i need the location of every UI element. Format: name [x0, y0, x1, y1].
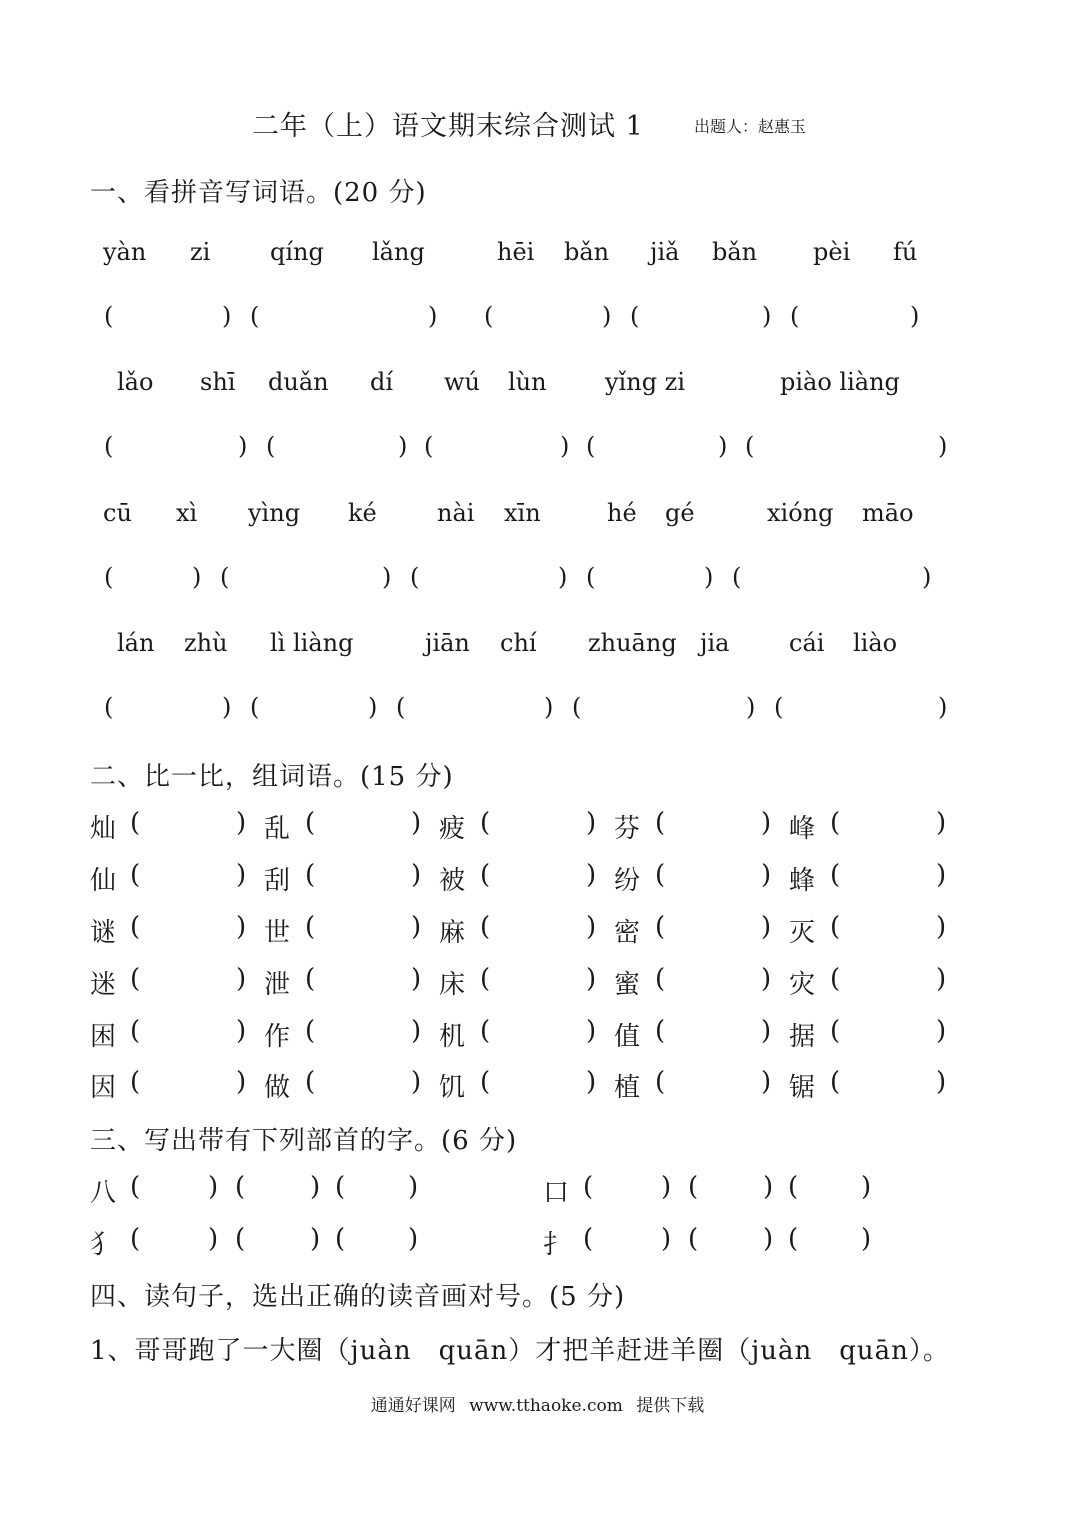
pinyin-syllable: hēi	[497, 238, 535, 266]
compare-character: 密	[614, 918, 641, 948]
footer-note: 提供下载	[636, 1396, 705, 1416]
compare-character: 泄	[264, 970, 291, 1000]
open-paren: (	[130, 860, 141, 890]
open-paren: (	[586, 563, 596, 591]
close-paren: )	[236, 808, 247, 838]
close-paren: )	[411, 912, 422, 942]
compare-character: 床	[439, 970, 466, 1000]
open-paren: (	[830, 964, 841, 994]
close-paren: )	[661, 1172, 672, 1202]
pinyin-syllable: lì liàng	[270, 629, 354, 657]
open-paren: (	[732, 563, 742, 591]
pinyin-syllable: jiǎ	[650, 238, 680, 266]
close-paren: )	[761, 964, 772, 994]
close-paren: )	[762, 302, 772, 330]
close-paren: )	[910, 302, 920, 330]
close-paren: )	[238, 432, 248, 460]
pinyin-syllable: xì	[176, 499, 198, 527]
close-paren: )	[936, 912, 947, 942]
compare-character: 锯	[789, 1073, 816, 1103]
close-paren: )	[208, 1224, 219, 1254]
close-paren: )	[236, 860, 247, 890]
open-paren: (	[130, 1224, 141, 1254]
pinyin-syllable: lǎng	[372, 238, 425, 266]
close-paren: )	[718, 432, 728, 460]
open-paren: (	[830, 860, 841, 890]
open-paren: (	[572, 693, 582, 721]
open-paren: (	[266, 432, 276, 460]
footer-url: www.tthaoke.com	[469, 1396, 623, 1416]
pinyin-syllable: jiān	[425, 629, 470, 657]
pinyin-syllable: jia	[700, 629, 730, 657]
open-paren: (	[480, 1067, 491, 1097]
close-paren: )	[936, 1067, 947, 1097]
close-paren: )	[922, 563, 932, 591]
close-paren: )	[310, 1172, 321, 1202]
open-paren: (	[305, 808, 316, 838]
open-paren: (	[130, 808, 141, 838]
close-paren: )	[586, 912, 597, 942]
close-paren: )	[222, 302, 232, 330]
open-paren: (	[655, 912, 666, 942]
close-paren: )	[761, 912, 772, 942]
open-paren: (	[335, 1224, 346, 1254]
close-paren: )	[861, 1224, 872, 1254]
compare-character: 灿	[90, 814, 117, 844]
open-paren: (	[104, 302, 114, 330]
open-paren: (	[655, 1016, 666, 1046]
open-paren: (	[130, 1172, 141, 1202]
close-paren: )	[586, 808, 597, 838]
close-paren: )	[586, 964, 597, 994]
open-paren: (	[688, 1172, 699, 1202]
open-paren: (	[586, 432, 596, 460]
radical-character: 扌	[543, 1230, 570, 1260]
pinyin-syllable: bǎn	[564, 238, 610, 266]
close-paren: )	[192, 563, 202, 591]
close-paren: )	[558, 563, 568, 591]
close-paren: )	[761, 1067, 772, 1097]
close-paren: )	[560, 432, 570, 460]
close-paren: )	[761, 808, 772, 838]
open-paren: (	[104, 693, 114, 721]
close-paren: )	[936, 1016, 947, 1046]
close-paren: )	[382, 563, 392, 591]
pinyin-syllable: hé	[607, 499, 637, 527]
open-paren: (	[480, 964, 491, 994]
open-paren: (	[745, 432, 755, 460]
pinyin-syllable: zhuāng	[588, 629, 677, 657]
close-paren: )	[236, 1067, 247, 1097]
open-paren: (	[130, 1067, 141, 1097]
close-paren: )	[368, 693, 378, 721]
close-paren: )	[586, 1016, 597, 1046]
compare-character: 做	[264, 1073, 291, 1103]
close-paren: )	[408, 1224, 419, 1254]
open-paren: (	[655, 1067, 666, 1097]
close-paren: )	[861, 1172, 872, 1202]
close-paren: )	[411, 1016, 422, 1046]
close-paren: )	[236, 1016, 247, 1046]
compare-character: 值	[614, 1022, 641, 1052]
open-paren: (	[655, 860, 666, 890]
open-paren: (	[424, 432, 434, 460]
pinyin-syllable: pèi	[813, 238, 851, 266]
open-paren: (	[788, 1224, 799, 1254]
open-paren: (	[220, 563, 230, 591]
footer-site: 通通好课网	[370, 1396, 456, 1416]
pinyin-syllable: xīn	[504, 499, 541, 527]
pinyin-syllable: zi	[190, 238, 211, 266]
open-paren: (	[305, 1016, 316, 1046]
section-3-heading: 三、写出带有下列部首的字。(6 分)	[90, 1126, 518, 1156]
open-paren: (	[480, 912, 491, 942]
open-paren: (	[305, 964, 316, 994]
close-paren: )	[936, 860, 947, 890]
open-paren: (	[790, 302, 800, 330]
open-paren: (	[235, 1224, 246, 1254]
open-paren: (	[688, 1224, 699, 1254]
compare-character: 据	[789, 1022, 816, 1052]
author-line: 出题人：赵惠玉	[694, 117, 807, 136]
open-paren: (	[788, 1172, 799, 1202]
radical-character: 犭	[90, 1230, 117, 1260]
pinyin-syllable: liào	[853, 629, 898, 657]
open-paren: (	[130, 1016, 141, 1046]
section-4-heading: 四、读句子，选出正确的读音画对号。(5 分)	[90, 1282, 626, 1312]
compare-character: 纷	[614, 866, 641, 896]
pinyin-syllable: duǎn	[268, 368, 329, 396]
pinyin-syllable: dí	[370, 368, 394, 396]
radical-character: 口	[543, 1178, 570, 1208]
close-paren: )	[586, 860, 597, 890]
compare-character: 灭	[789, 918, 816, 948]
open-paren: (	[630, 302, 640, 330]
pinyin-syllable: qíng	[270, 238, 324, 266]
close-paren: )	[411, 860, 422, 890]
close-paren: )	[746, 693, 756, 721]
compare-character: 仙	[90, 866, 117, 896]
close-paren: )	[222, 693, 232, 721]
compare-character: 被	[439, 866, 466, 896]
close-paren: )	[602, 302, 612, 330]
open-paren: (	[774, 693, 784, 721]
open-paren: (	[130, 964, 141, 994]
open-paren: (	[104, 563, 114, 591]
close-paren: )	[661, 1224, 672, 1254]
open-paren: (	[305, 1067, 316, 1097]
open-paren: (	[335, 1172, 346, 1202]
close-paren: )	[936, 964, 947, 994]
compare-character: 作	[264, 1022, 291, 1052]
open-paren: (	[305, 912, 316, 942]
close-paren: )	[236, 964, 247, 994]
footer	[0, 1391, 1075, 1416]
compare-character: 麻	[439, 918, 466, 948]
close-paren: )	[586, 1067, 597, 1097]
pinyin-syllable: zhù	[184, 629, 228, 657]
pinyin-syllable: gé	[665, 499, 695, 527]
pinyin-syllable: lùn	[508, 368, 547, 396]
open-paren: (	[235, 1172, 246, 1202]
open-paren: (	[583, 1172, 594, 1202]
close-paren: )	[936, 808, 947, 838]
pinyin-syllable: yìng	[248, 499, 301, 527]
compare-character: 蜜	[614, 970, 641, 1000]
open-paren: (	[480, 860, 491, 890]
pinyin-syllable: yàn	[103, 238, 147, 266]
open-paren: (	[830, 1016, 841, 1046]
open-paren: (	[305, 860, 316, 890]
compare-character: 世	[264, 918, 291, 948]
pinyin-syllable: bǎn	[712, 238, 758, 266]
pinyin-syllable: wú	[444, 368, 480, 396]
open-paren: (	[396, 693, 406, 721]
compare-character: 迷	[90, 970, 117, 1000]
close-paren: )	[310, 1224, 321, 1254]
compare-character: 乱	[264, 814, 291, 844]
compare-character: 疲	[439, 814, 466, 844]
close-paren: )	[428, 302, 438, 330]
page-title: 二年（上）语文期末综合测试 1	[252, 111, 644, 142]
close-paren: )	[761, 1016, 772, 1046]
pinyin-syllable: fú	[893, 238, 918, 266]
pinyin-syllable: cū	[103, 499, 132, 527]
radical-character: 八	[90, 1178, 117, 1208]
close-paren: )	[704, 563, 714, 591]
compare-character: 饥	[439, 1073, 466, 1103]
section-1-heading: 一、看拼音写词语。(20 分)	[90, 178, 427, 208]
sentence-1: 1、哥哥跑了一大圈（juàn quān）才把羊赶进羊圈（juàn quān）。	[90, 1336, 950, 1366]
close-paren: )	[761, 860, 772, 890]
open-paren: (	[104, 432, 114, 460]
open-paren: (	[830, 1067, 841, 1097]
pinyin-syllable: cái	[789, 629, 825, 657]
open-paren: (	[130, 912, 141, 942]
compare-character: 刮	[264, 866, 291, 896]
pinyin-syllable: xióng	[767, 499, 834, 527]
compare-character: 峰	[789, 814, 816, 844]
section-2-heading: 二、比一比，组词语。(15 分)	[90, 762, 454, 792]
compare-character: 谜	[90, 918, 117, 948]
close-paren: )	[411, 1067, 422, 1097]
compare-character: 芬	[614, 814, 641, 844]
close-paren: )	[411, 808, 422, 838]
close-paren: )	[398, 432, 408, 460]
pinyin-syllable: ké	[348, 499, 377, 527]
close-paren: )	[208, 1172, 219, 1202]
open-paren: (	[410, 563, 420, 591]
compare-character: 植	[614, 1073, 641, 1103]
close-paren: )	[938, 432, 948, 460]
close-paren: )	[763, 1172, 774, 1202]
compare-character: 灾	[789, 970, 816, 1000]
close-paren: )	[411, 964, 422, 994]
open-paren: (	[484, 302, 494, 330]
pinyin-syllable: lán	[117, 629, 155, 657]
open-paren: (	[830, 808, 841, 838]
open-paren: (	[480, 808, 491, 838]
close-paren: )	[938, 693, 948, 721]
pinyin-syllable: nài	[437, 499, 475, 527]
pinyin-syllable: yǐng zi	[605, 368, 686, 396]
open-paren: (	[583, 1224, 594, 1254]
open-paren: (	[830, 912, 841, 942]
open-paren: (	[250, 693, 260, 721]
compare-character: 机	[439, 1022, 466, 1052]
close-paren: )	[236, 912, 247, 942]
close-paren: )	[544, 693, 554, 721]
open-paren: (	[655, 964, 666, 994]
open-paren: (	[250, 302, 260, 330]
compare-character: 蜂	[789, 866, 816, 896]
pinyin-syllable: piào liàng	[780, 368, 900, 396]
close-paren: )	[408, 1172, 419, 1202]
compare-character: 困	[90, 1022, 117, 1052]
close-paren: )	[763, 1224, 774, 1254]
pinyin-syllable: shī	[200, 368, 236, 396]
open-paren: (	[480, 1016, 491, 1046]
pinyin-syllable: chí	[500, 629, 537, 657]
pinyin-syllable: lǎo	[117, 368, 154, 396]
compare-character: 因	[90, 1073, 117, 1103]
pinyin-syllable: māo	[862, 499, 914, 527]
open-paren: (	[655, 808, 666, 838]
